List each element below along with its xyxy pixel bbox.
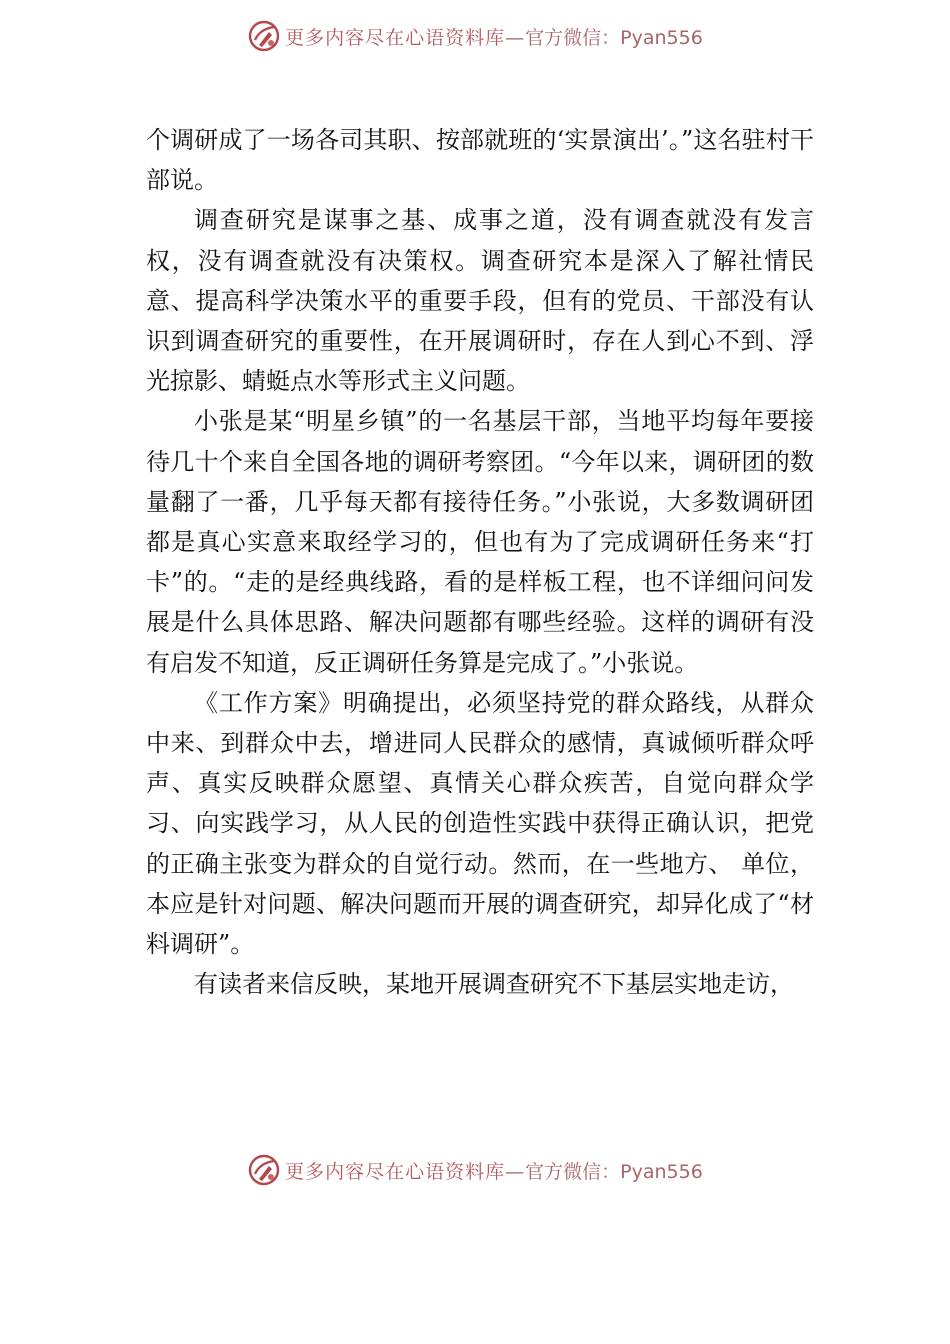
header-library-name: 更多内容尽在心语资料库 (285, 26, 506, 49)
footer-library-name: 更多内容尽在心语资料库 (285, 1160, 506, 1183)
footer-wechat: 官方微信：Pyan556 (525, 1160, 703, 1183)
article-body (146, 120, 814, 1004)
footer-separator: — (505, 1160, 526, 1183)
paragraph-1: 个调研成了一场各司其职、按部就班的‘实景演出’。”这名驻村干部说。 (146, 126, 814, 195)
paragraph-4: 《工作方案》明确提出，必须坚持党的群众路线，从群众中来、到群众中去，增进同人民群众的感情，真诚倾听群众呼声、真实反映群众愿望、真情关心群众疾苦，自觉向群众学习、向实践学习，从人民的创造性实践中获得正确认识，把党的正确主张变为群众的自觉行动。然而，在一些地方、 单位，本应是针对问题、解决问题而开展的调查研究，却异化成了“材料调研”。 (146, 688, 814, 959)
header-banner (0, 16, 950, 56)
library-logo-icon (247, 19, 281, 53)
paragraph-3: 小张是某“明星乡镇”的一名基层干部，当地平均每年要接待几十个来自全国各地的调研考察团。“今年以来，调研团的数量翻了一番，几乎每天都有接待任务。”小张说，大多数调研团都是真心实意来取经学习的，但也有为了完成调研任务来“打卡”的。“走的是经典线路，看的是样板工程，也不详细问问发展是什么具体思路、解决问题都有哪些经验。这样的调研有没有启发不知道，反正调研任务算是完成了。”小张说。 (146, 407, 814, 677)
header-banner-text (285, 23, 703, 50)
footer-banner (0, 1150, 950, 1190)
header-separator: — (505, 26, 526, 49)
paragraph-5: 有读者来信反映，某地开展调查研究不下基层实地走访， (194, 970, 794, 999)
header-wechat: 官方微信：Pyan556 (525, 26, 703, 49)
footer-banner-text (285, 1157, 703, 1184)
library-logo-icon (247, 1153, 281, 1187)
paragraph-2: 调查研究是谋事之基、成事之道，没有调查就没有发言权，没有调查就没有决策权。调查研究本是深入了解社情民意、提高科学决策水平的重要手段，但有的党员、干部没有认识到调查研究的重要性，在开展调研时，存在人到心不到、浮光掠影、蜻蜓点水等形式主义问题。 (146, 206, 814, 396)
